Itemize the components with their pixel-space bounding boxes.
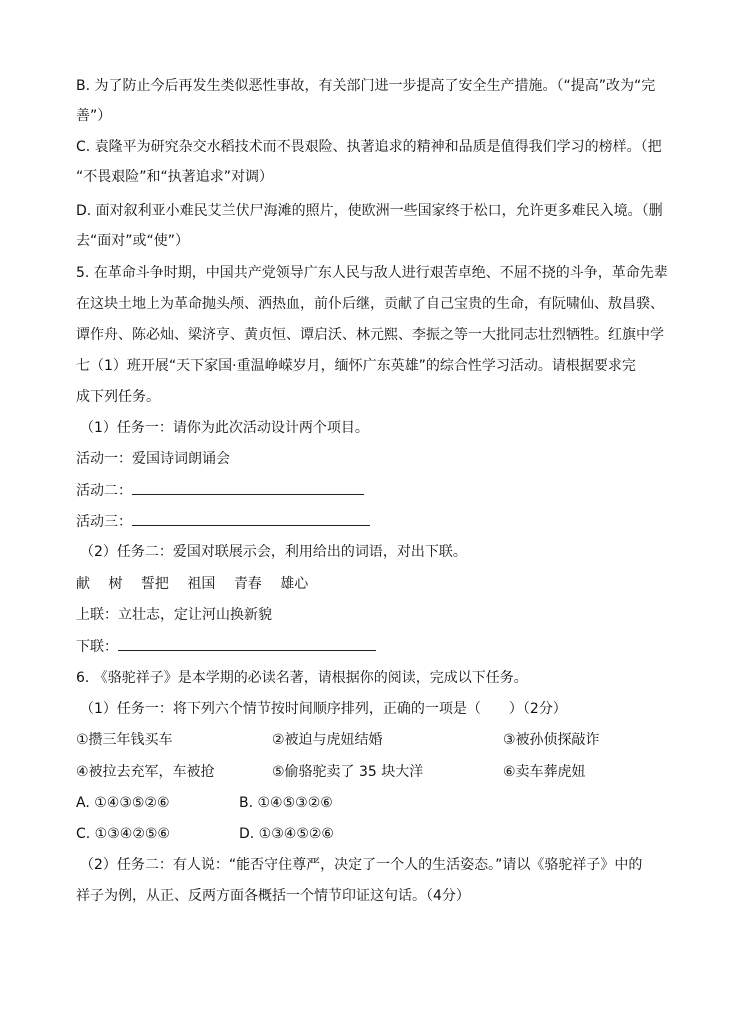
event-row-1: [0, 730, 737, 750]
couplet-upper: 上联：立壮志，定让河山换新貌: [76, 607, 272, 623]
options-row-2: [0, 824, 737, 844]
q4-option-c-line2: “不畏艰险”和“执著追求”对调）: [76, 169, 274, 185]
option-c[interactable]: C. ①③④②⑤⑥: [76, 826, 170, 842]
q5-intro-line4: 七（1）班开展“天下家国·重温峥嵘岁月，缅怀广东英雄”的综合性学习活动。请根据要求完: [76, 358, 636, 374]
word-item: 树: [108, 576, 123, 592]
activity2-label: 活动二：: [76, 483, 132, 499]
q5-activity1: 活动一：爱国诗词朗诵会: [76, 451, 230, 467]
q6-task2-line2: 祥子为例，从正、反两方面各概括一个情节印证这句话。（4分）: [76, 888, 470, 904]
q5-intro-line1: 5. 在革命斗争时期，中国共产党领导广东人民与敌人进行艰苦卓绝、不屈不挠的斗争，革命先辈: [76, 265, 668, 281]
q5-activity2: [76, 480, 364, 501]
event-item: ①攒三年钱买车: [76, 732, 173, 748]
q5-intro-line3: 谭作舟、陈必灿、梁济亨、黄贞恒、谭启沃、林元熙、李振之等一大批同志壮烈牺牲。红旗中学: [76, 327, 664, 343]
word-item: 雄心: [280, 576, 309, 592]
event-item: ④被拉去充军，车被抢: [76, 764, 215, 780]
q6-task2-line1: （2）任务二：有人说：“能否守住尊严，决定了一个人的生活姿态。”请以《骆驼祥子》中的: [80, 857, 643, 873]
q6-intro: 6. 《骆驼祥子》是本学期的必读名著，请根据你的阅读，完成以下任务。: [76, 670, 528, 686]
word-item: 祖国: [187, 576, 216, 592]
option-b[interactable]: B. ①④⑤③②⑥: [239, 795, 333, 811]
q5-intro-line2: 在这块土地上为革命抛头颅、洒热血，前仆后继，贡献了自己宝贵的生命，有阮啸仙、敖昌骙、: [76, 296, 664, 312]
option-d[interactable]: D. ①③④⑤②⑥: [239, 826, 334, 842]
lower-label: 下联：: [76, 639, 118, 655]
options-row-1: [0, 793, 737, 813]
couplet-word-list: [76, 574, 322, 594]
q5-activity3: [76, 511, 370, 532]
option-a[interactable]: A. ①④③⑤②⑥: [76, 795, 170, 811]
q4-option-b-line2: 善”）: [76, 108, 112, 124]
activity3-answer-blank[interactable]: [132, 511, 370, 526]
activity3-label: 活动三：: [76, 514, 132, 530]
q5-task1: （1）任务一：请你为此次活动设计两个项目。: [80, 420, 369, 436]
word-item: 青春: [233, 576, 262, 592]
q5-intro-line5: 成下列任务。: [76, 389, 160, 405]
word-item: 献: [76, 576, 90, 592]
word-item: 誓把: [140, 576, 169, 592]
lower-answer-blank[interactable]: [118, 636, 376, 651]
q5-task2: （2）任务二：爱国对联展示会，利用给出的词语，对出下联。: [80, 544, 467, 560]
event-item: ③被孙侦探敲诈: [503, 732, 600, 748]
q4-option-c-line1: C. 袁隆平为研究杂交水稻技术而不畏艰险、执著追求的精神和品质是值得我们学习的榜样。（把: [76, 139, 662, 155]
event-item: ⑤偷骆驼卖了 35 块大洋: [272, 764, 424, 780]
event-item: ⑥卖车葬虎妞: [503, 764, 586, 780]
couplet-lower: [76, 636, 376, 657]
event-row-2: [0, 762, 737, 782]
activity2-answer-blank[interactable]: [132, 480, 364, 495]
q4-option-d-line1: D. 面对叙利亚小难民艾兰伏尸海滩的照片，使欧洲一些国家终于松口，允许更多难民入境。（删: [76, 203, 663, 219]
q4-option-d-line2: 去“面对”或“使”）: [76, 233, 190, 249]
event-item: ②被迫与虎妞结婚: [272, 732, 383, 748]
q6-task1: （1）任务一：将下列六个情节按时间顺序排列，正确的一项是（ ）（2分）: [80, 701, 567, 717]
q4-option-b-line1: B. 为了防止今后再发生类似恶性事故，有关部门进一步提高了安全生产措施。（“提高”改为“完: [76, 78, 656, 94]
